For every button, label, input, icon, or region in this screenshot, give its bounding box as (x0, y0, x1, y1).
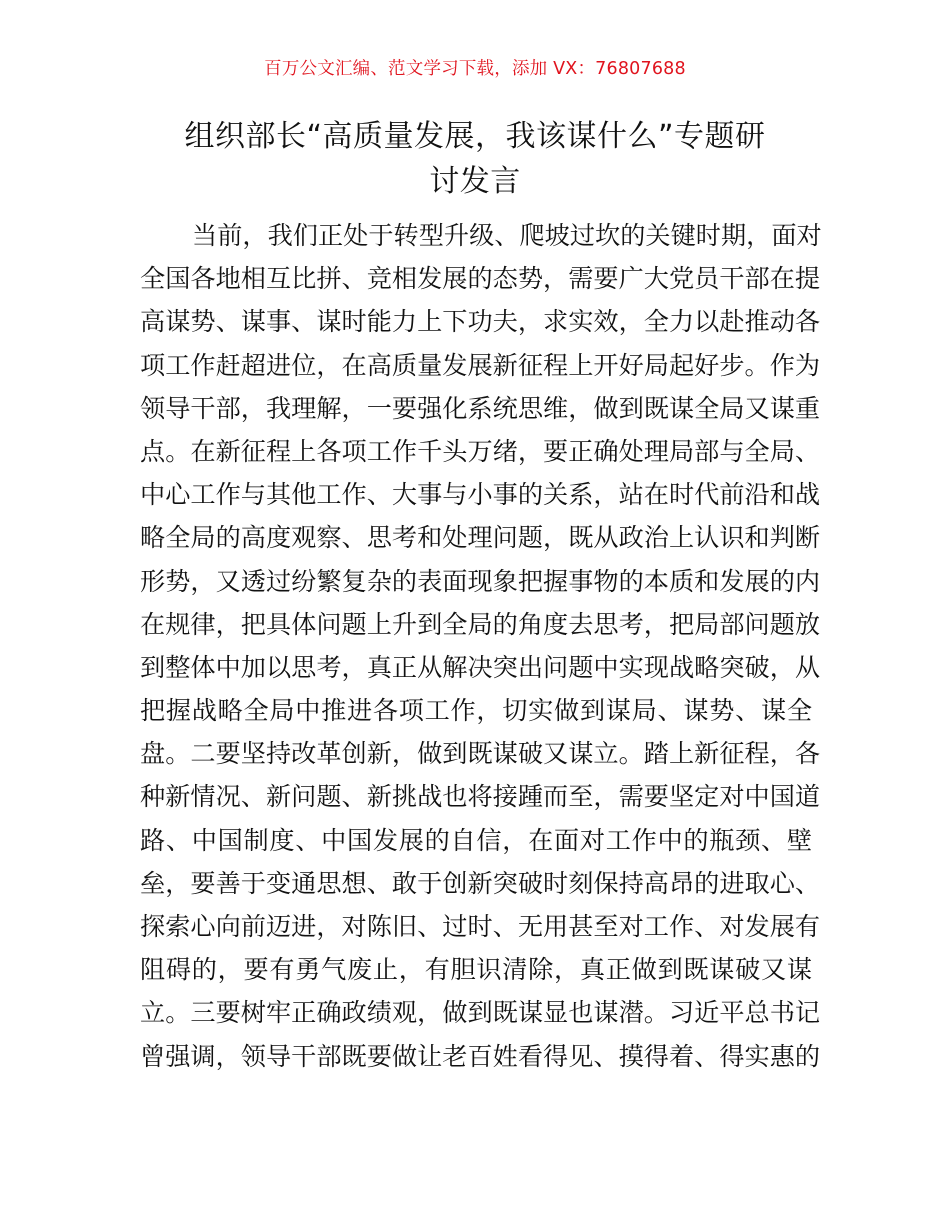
body-line: 高谋势、谋事、谋时能力上下功夫，求实效，全力以赴推动各 (140, 307, 821, 337)
body-line: 中心工作与其他工作、大事与小事的关系，站在时代前沿和战 (140, 480, 821, 510)
body-line: 把握战略全局中推进各项工作，切实做到谋局、谋势、谋全 (140, 696, 812, 726)
body-line: 在规律，把具体问题上升到全局的角度去思考，把局部问题放 (140, 609, 821, 639)
document-title (130, 114, 820, 204)
document-title-line-1: 组织部长“高质量发展，我该谋什么”专题研 (184, 119, 766, 154)
body-line: 形势，又透过纷繁复杂的表面现象把握事物的本质和发展的内 (140, 566, 821, 596)
body-line: 垒，要善于变通思想、敢于创新突破时刻保持高昂的进取心、 (140, 868, 821, 898)
body-line: 当前，我们正处于转型升级、爬坡过坎的关键时期，面对 (192, 221, 822, 250)
body-line: 略全局的高度观察、思考和处理问题，既从政治上认识和判断 (140, 523, 821, 553)
body-line: 立。三要树牢正确政绩观，做到既谋显也谋潜。习近平总书记 (140, 998, 821, 1028)
body-line: 到整体中加以思考，真正从解决突出问题中实现战略突破，从 (140, 652, 821, 682)
header-banner: 百万公文汇编、范文学习下载，添加 VX：76807688 (264, 59, 686, 79)
body-line: 点。在新征程上各项工作千头万绪，要正确处理局部与全局、 (140, 436, 821, 466)
body-line: 阻碍的，要有勇气废止，有胆识清除，真正做到既谋破又谋 (140, 955, 812, 985)
body-line: 盘。二要坚持改革创新，做到既谋破又谋立。踏上新征程，各 (140, 739, 821, 769)
body-line: 曾强调，领导干部既要做让老百姓看得见、摸得着、得实惠的 (140, 1041, 821, 1071)
body-line: 种新情况、新问题、新挑战也将接踵而至，需要坚定对中国道 (140, 782, 821, 812)
document-title-line-2: 讨发言 (429, 164, 521, 199)
body-line: 路、中国制度、中国发展的自信，在面对工作中的瓶颈、壁 (140, 825, 812, 855)
body-line: 探索心向前迈进，对陈旧、过时、无用甚至对工作、对发展有 (140, 912, 821, 941)
body-line: 领导干部，我理解，一要强化系统思维，做到既谋全局又谋重 (140, 393, 821, 423)
body-line: 全国各地相互比拼、竞相发展的态势，需要广大党员干部在提 (140, 264, 821, 294)
document-body (140, 214, 822, 1078)
body-line: 项工作赶超进位，在高质量发展新征程上开好局起好步。作为 (140, 350, 821, 380)
